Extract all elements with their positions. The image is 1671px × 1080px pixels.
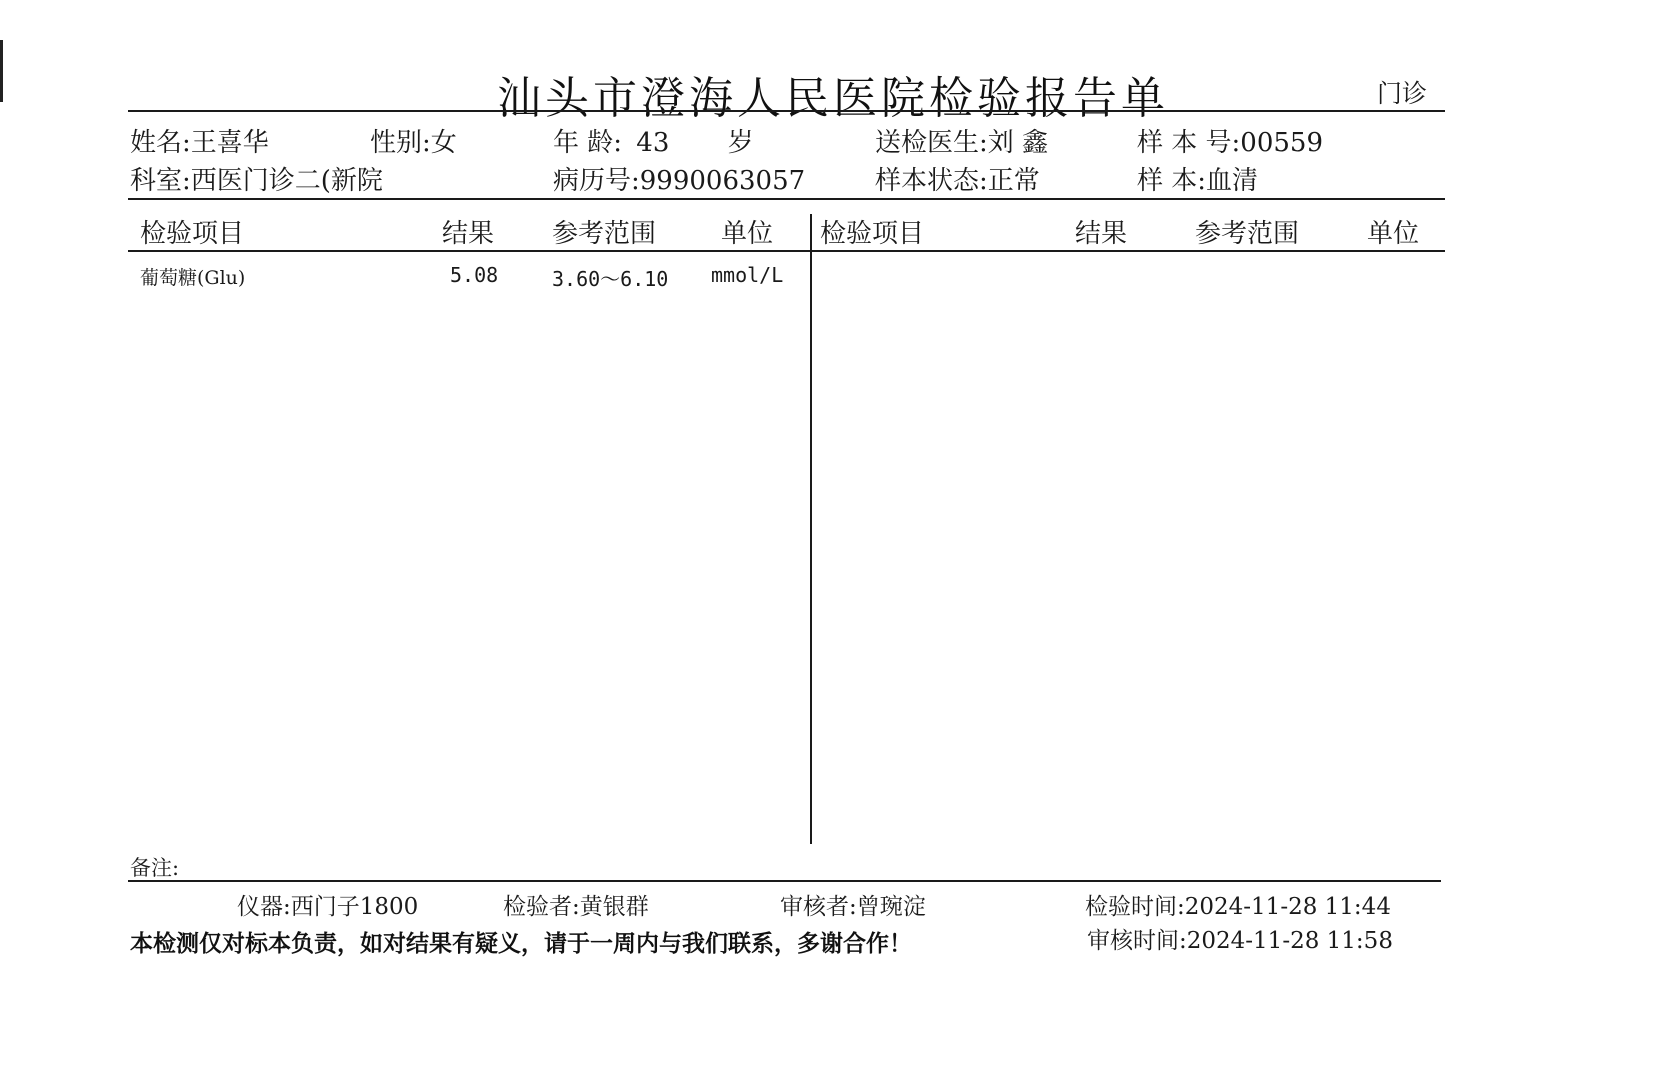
- sample-type: 血清: [1206, 166, 1259, 196]
- review-time: 审核时间:2024-11-28 11:58: [1087, 928, 1393, 954]
- patient-age: 43: [636, 128, 670, 158]
- sample-no-label: 样 本 号:: [1137, 128, 1241, 158]
- footer-rule: [128, 880, 1441, 882]
- doctor-label: 送检医生:: [875, 128, 988, 158]
- dept-label: 科室:: [130, 166, 191, 196]
- sample-no-field: [1137, 122, 1323, 159]
- record-no: 9990063057: [639, 166, 806, 196]
- doctor-field: [875, 122, 1048, 159]
- header-result-left: 结果: [442, 219, 495, 249]
- reviewer: 审核者:曾琬淀: [780, 894, 926, 920]
- scan-edge-mark: [0, 40, 3, 102]
- header-item-left: 检验项目: [140, 219, 245, 249]
- test-time: 检验时间:2024-11-28 11:44: [1085, 894, 1391, 920]
- header-rule: [128, 250, 1445, 252]
- result-unit: mmol/L: [711, 263, 784, 287]
- dept-name: 西医门诊二(新院: [190, 166, 383, 196]
- sex-field: [370, 122, 457, 159]
- name-label: 姓名:: [130, 128, 191, 158]
- patient-name: 王喜华: [190, 128, 269, 158]
- age-unit: 岁: [727, 128, 754, 158]
- remark-label: 备注:: [130, 856, 180, 880]
- title-rule: [128, 110, 1445, 112]
- sample-type-field: [1137, 160, 1258, 197]
- header-unit-left: 单位: [721, 219, 774, 249]
- name-field: [130, 122, 269, 159]
- record-label: 病历号:: [553, 166, 640, 196]
- dept-field: [130, 160, 383, 197]
- result-value: 5.08: [450, 263, 499, 287]
- visit-type-label: 门诊: [1377, 79, 1428, 108]
- header-unit-right: 单位: [1367, 219, 1420, 249]
- result-item: 葡萄糖(Glu): [140, 267, 246, 289]
- record-field: [553, 160, 805, 197]
- info-rule: [128, 198, 1445, 200]
- disclaimer-notice: 本检测仅对标本负责，如对结果有疑义，请于一周内与我们联系，多谢合作！: [130, 930, 912, 957]
- header-range-right: 参考范围: [1195, 219, 1300, 249]
- header-result-right: 结果: [1075, 219, 1128, 249]
- column-divider: [810, 214, 812, 844]
- tester: 检验者:黄银群: [503, 894, 649, 920]
- doctor-name: 刘 鑫: [987, 128, 1049, 158]
- report-title: 汕头市澄海人民医院检验报告单: [497, 73, 1169, 124]
- sample-state-label: 样本状态:: [875, 166, 988, 196]
- age-label: 年 龄:: [553, 128, 623, 158]
- patient-sex: 女: [430, 128, 457, 158]
- instrument: 仪器:西门子1800: [237, 894, 419, 920]
- header-range-left: 参考范围: [552, 219, 657, 249]
- sample-no: 00559: [1240, 128, 1324, 158]
- sex-label: 性别:: [370, 128, 431, 158]
- sample-state: 正常: [987, 166, 1040, 196]
- sample-state-field: [875, 160, 1040, 197]
- sample-type-label: 样 本:: [1137, 166, 1207, 196]
- header-item-right: 检验项目: [820, 219, 925, 249]
- result-range: 3.60～6.10: [552, 267, 669, 291]
- age-field: [553, 122, 754, 159]
